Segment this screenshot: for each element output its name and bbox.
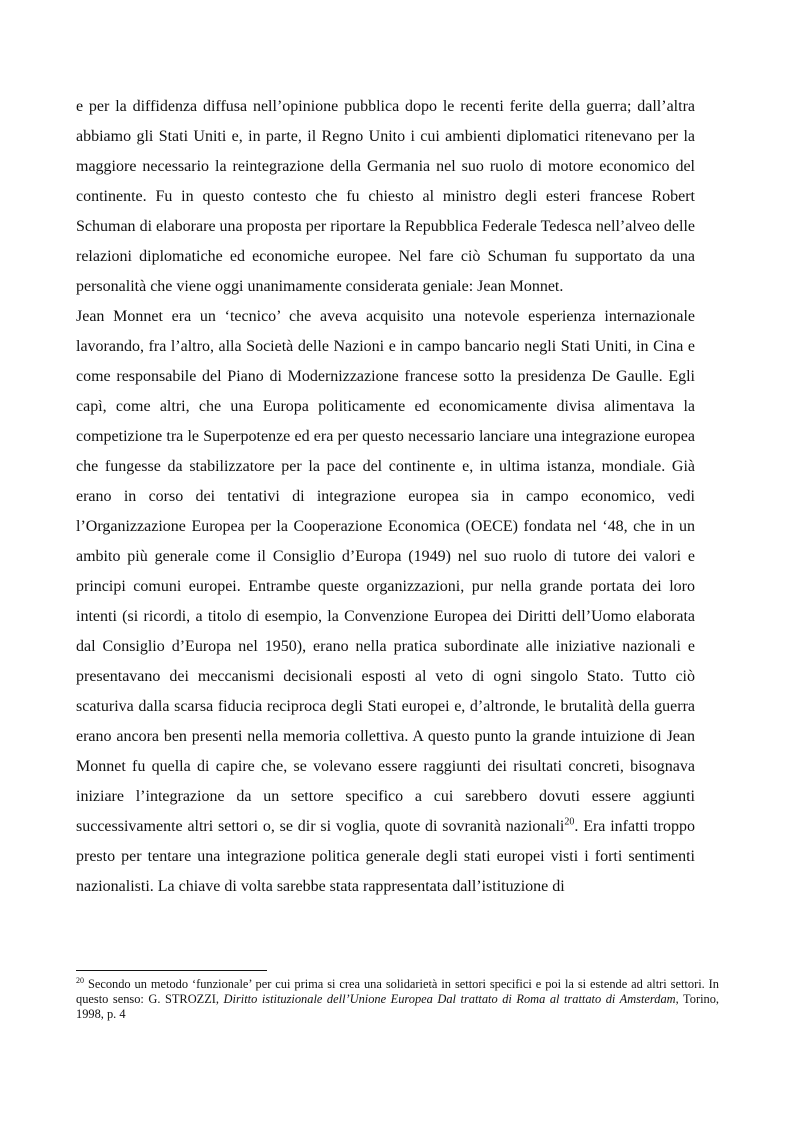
footnote-number: 20	[76, 975, 84, 985]
footnote-20	[76, 977, 719, 1022]
footnote-cited-title: Diritto istituzionale dell’Unione Europea Dal trattato di Roma al trattato di Amsterdam	[223, 992, 676, 1006]
paragraph-2-text-continued: . Era infatti troppo presto per tentare una integrazione politica generale degli stati europei visti i forti sentimenti nazionalisti. La chiave di volta sarebbe stata rappresentata dall’istituzione di	[76, 818, 695, 895]
footnote-separator	[76, 970, 267, 971]
paragraph-2-text: Jean Monnet era un ‘tecnico’ che aveva acquisito una notevole esperienza internazionale lavorando, fra l’altro, alla Società delle Nazioni e in campo bancario negli Stati Uniti, in Cina e come responsabile del Piano di Modernizzazione francese sotto la presidenza De Gaulle. Egli capì, come altri, che una Europa politicamente ed economicamente divisa alimentava la competizione tra le Superpotenze ed era per questo necessario lanciare una integrazione europea che fungesse da stabilizzatore per la pace del continente e, in ultima istanza, mondiale. Già erano in corso dei tentativi di integrazione europea sia in campo economico, vedi l’Organizzazione Europea per la Cooperazione Economica (OECE) fondata nel ‘48, che in un ambito più generale come il Consiglio d’Europa (1949) nel suo ruolo di tutore dei valori e principi comuni europei. Entrambe queste organizzazioni, pur nella grande portata dei loro intenti (si ricordi, a titolo di esempio, la Convenzione Europea dei Diritti dell’Uomo elaborata dal Consiglio d’Europa nel 1950), erano nella pratica subordinate alle iniziative nazionali e presentavano dei meccanismi decisionali esposti al veto di ogni singolo Stato. Tutto ciò scaturiva dalla scarsa fiducia reciproca degli Stati europei e, d’altronde, le brutalità della guerra erano ancora ben presenti nella memoria collettiva. A questo punto la grande intuizione di Jean Monnet fu quella di capire che, se volevano essere raggiunti dei risultati concreti, bisognava iniziare l’integrazione da un settore specifico a cui sarebbero dovuti essere aggiunti successivamente altri settori o, se dir si voglia, quote di sovranità nazionali	[76, 308, 695, 835]
footnote-citation-tail: , Torino, 1998, p. 4	[76, 992, 720, 1021]
body-text	[76, 92, 695, 902]
footnote-ref-20[interactable]: 20	[564, 816, 575, 828]
paragraph-1: e per la diffidenza diffusa nell’opinione pubblica dopo le recenti ferite della guerra; dall’altra abbiamo gli Stati Uniti e, in parte, il Regno Unito i cui ambienti diplomatici ritenevano per la maggiore necessario la reintegrazione della Germania nel suo ruolo di motore economico del continente. Fu in questo contesto che fu chiesto al ministro degli esteri francese Robert Schuman di elaborare una proposta per riportare la Repubblica Federale Tedesca nell’alveo delle relazioni diplomatiche ed economiche europee. Nel fare ciò Schuman fu supportato da una personalità che viene oggi unanimamente considerata geniale: Jean Monnet.	[76, 98, 695, 295]
paragraph-2	[76, 302, 695, 902]
footnote-text: Secondo un metodo ‘funzionale’ per cui prima si crea una solidarietà in settori specifici e poi la si estende ad altri settori. In questo senso: G. STROZZI,	[76, 977, 719, 1006]
